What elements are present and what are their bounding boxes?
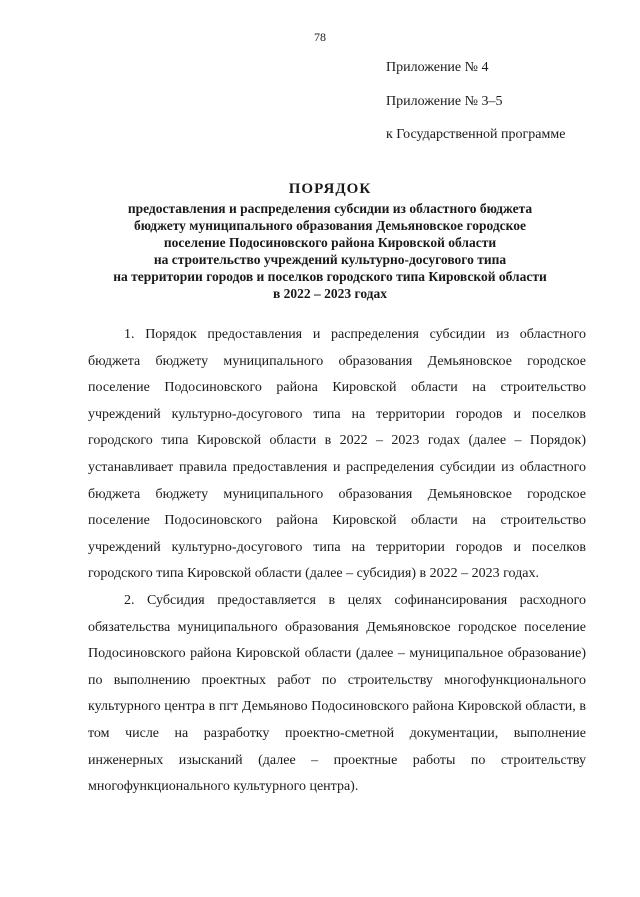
- heading-line-2: бюджету муниципального образования Демьяновское городское: [134, 218, 526, 233]
- heading-line-6: в 2022 – 2023 годах: [272, 286, 388, 301]
- heading-line-1: предоставления и распределения субсидии из областного бюджета: [127, 201, 533, 216]
- appendix-line-3: к Государственной программе: [386, 127, 566, 142]
- page-number: 78: [314, 30, 326, 44]
- document-heading: [60, 180, 600, 302]
- heading-line-3: поселение Подосиновского района Кировской области: [163, 235, 497, 250]
- heading-line-4: на строительство учреждений культурно-досугового типа: [153, 252, 507, 267]
- paragraph-2: 2. Субсидия предоставляется в целях софинансирования расходного обязательства муниципального образования Демьяновское городское поселение Подосиновского района Кировской области (далее – муниципальное образование) по выполнению проектных работ по строительству многофункционального культурного центра в пгт Демьяново Подосиновского района Кировской области, в том числе на разработку проектно-сметной документации, выполнение инженерных изысканий (далее – проектные работы по строительству многофункционального культурного центра).: [88, 592, 586, 795]
- document-title: ПОРЯДОК: [288, 181, 372, 197]
- document-body: [88, 322, 586, 801]
- appendix-line-2: Приложение № 3–5: [386, 94, 503, 109]
- appendix-line-1: Приложение № 4: [386, 60, 489, 75]
- heading-line-5: на территории городов и поселков городского типа Кировской области: [113, 269, 547, 284]
- paragraph-1: 1. Порядок предоставления и распределения субсидии из областного бюджета бюджету муниципального образования Демьяновское городское поселение Подосиновского района Кировской области на строительство учреждений культурно-досугового типа на территории городов и поселков городского типа Кировской области в 2022 – 2023 годах (далее – Порядок) устанавливает правила предоставления и распределения субсидии из областного бюджета бюджету муниципального образования Демьяновское городское поселение Подосиновского района Кировской области на строительство учреждений культурно-досугового типа на территории городов и поселков городского типа Кировской области (далее – субсидия) в 2022 – 2023 годах.: [88, 327, 586, 582]
